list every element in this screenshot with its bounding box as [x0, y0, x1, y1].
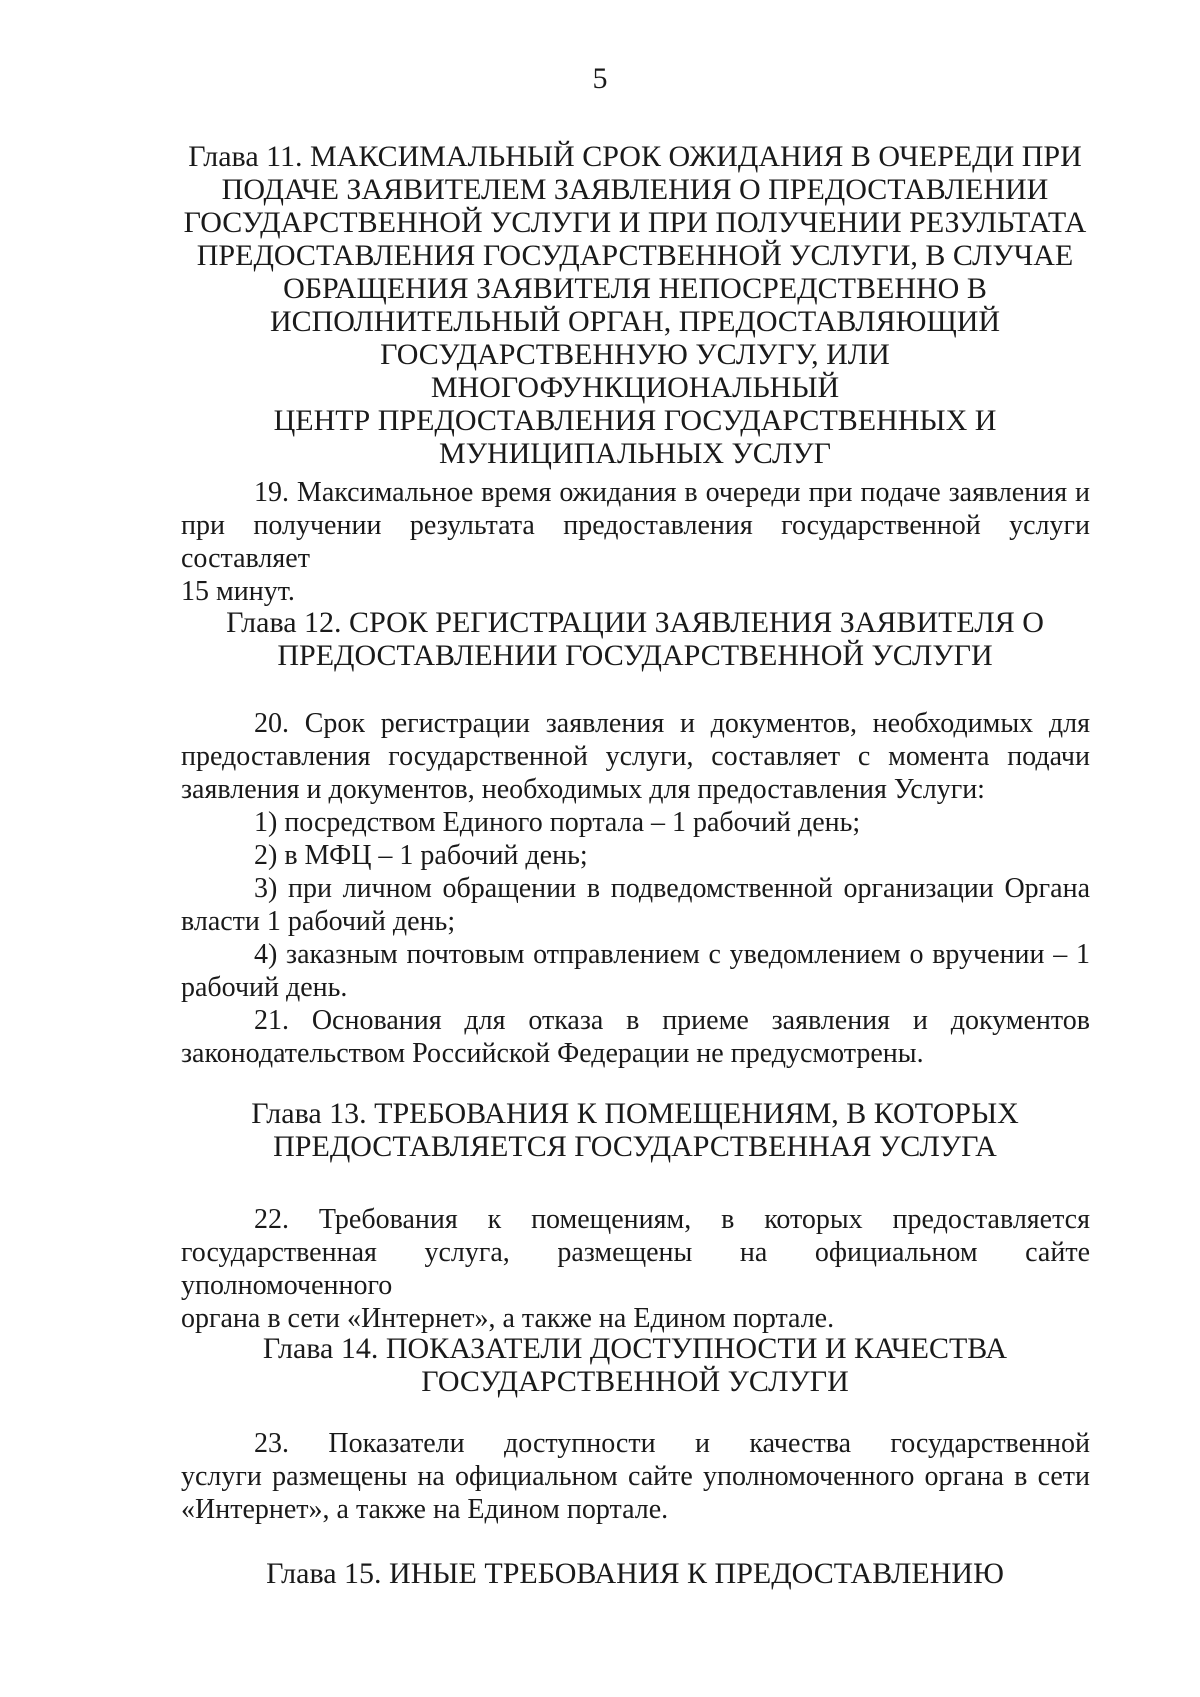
heading-line: ГОСУДАРСТВЕННОЙ УСЛУГИ И ПРИ ПОЛУЧЕНИИ РЕЗУЛЬТАТА [183, 206, 1087, 239]
text-line: 4) заказным почтовым отправлением с уведомлением о вручении – 1 [254, 939, 1090, 970]
heading-line: ПРЕДОСТАВЛЯЕТСЯ ГОСУДАРСТВЕННАЯ УСЛУГА [273, 1130, 997, 1163]
text-line: 1) посредством Единого портала – 1 рабочий день; [254, 807, 861, 838]
text-line: «Интернет», а также на Едином портале. [181, 1494, 669, 1525]
text-line: 2) в МФЦ – 1 рабочий день; [254, 840, 588, 871]
text-line: органа в сети «Интернет», а также на Едином портале. [181, 1303, 835, 1334]
heading-line: ИСПОЛНИТЕЛЬНЫЙ ОРГАН, ПРЕДОСТАВЛЯЮЩИЙ [269, 305, 1001, 338]
heading-line: Глава 12. СРОК РЕГИСТРАЦИИ ЗАЯВЛЕНИЯ ЗАЯВИТЕЛЯ О [226, 606, 1044, 639]
list-item-1 [181, 806, 1090, 839]
heading-line: МУНИЦИПАЛЬНЫХ УСЛУГ [439, 437, 831, 470]
heading-line: ОБРАЩЕНИЯ ЗАЯВИТЕЛЯ НЕПОСРЕДСТВЕННО В [283, 272, 987, 305]
text-line: 3) при личном обращении в подведомственной организации Органа [254, 873, 1090, 904]
list-item-2 [181, 839, 1090, 872]
text-line: 23. Показатели доступности и качества государственной [254, 1428, 1090, 1459]
list-item-4 [181, 938, 1090, 1004]
text-line: услуги размещены на официальном сайте уполномоченного органа в сети [181, 1461, 1090, 1492]
chapter-13-heading [180, 1097, 1090, 1163]
chapter-15-heading [180, 1557, 1090, 1590]
text-line: 20. Срок регистрации заявления и документов, необходимых для [254, 708, 1090, 739]
text-line: 21. Основания для отказа в приеме заявления и документов [254, 1005, 1090, 1036]
text-line: предоставления государственной услуги, составляет с момента подачи [181, 741, 1090, 772]
text-line: 22. Требования к помещениям, в которых предоставляется [254, 1204, 1090, 1235]
heading-line: ПРЕДОСТАВЛЕНИЯ ГОСУДАРСТВЕННОЙ УСЛУГИ, В СЛУЧАЕ [196, 239, 1074, 272]
heading-line: ЦЕНТР ПРЕДОСТАВЛЕНИЯ ГОСУДАРСТВЕННЫХ И [273, 404, 997, 437]
heading-line: Глава 14. ПОКАЗАТЕЛИ ДОСТУПНОСТИ И КАЧЕСТВА [262, 1332, 1008, 1365]
text-line: власти 1 рабочий день; [181, 906, 456, 937]
paragraph-22 [181, 1203, 1090, 1335]
paragraph-19 [181, 476, 1090, 608]
heading-line: Глава 11. МАКСИМАЛЬНЫЙ СРОК ОЖИДАНИЯ В ОЧЕРЕДИ ПРИ [188, 140, 1082, 173]
text-line: государственная услуга, размещены на официальном сайте уполномоченного [181, 1237, 1090, 1301]
heading-line: ГОСУДАРСТВЕННОЙ УСЛУГИ [421, 1365, 849, 1398]
heading-line: ГОСУДАРСТВЕННУЮ УСЛУГУ, ИЛИ МНОГОФУНКЦИОНАЛЬНЫЙ [380, 338, 890, 404]
chapter-12-heading [180, 606, 1090, 672]
list-item-3 [181, 872, 1090, 938]
text-line: 15 минут. [181, 576, 295, 607]
heading-line: Глава 15. ИНЫЕ ТРЕБОВАНИЯ К ПРЕДОСТАВЛЕНИЮ [266, 1557, 1004, 1590]
chapter-14-heading [180, 1332, 1090, 1398]
text-line: законодательством Российской Федерации не предусмотрены. [181, 1038, 924, 1069]
heading-line: ПОДАЧЕ ЗАЯВИТЕЛЕМ ЗАЯВЛЕНИЯ О ПРЕДОСТАВЛЕНИИ [221, 173, 1049, 206]
paragraph-21 [181, 1004, 1090, 1070]
paragraph-23 [181, 1427, 1090, 1526]
text-line: заявления и документов, необходимых для предоставления Услуги: [181, 774, 985, 805]
page-number: 5 [592, 62, 608, 95]
text-line: при получении результата предоставления государственной услуги составляет [181, 510, 1090, 574]
text-line: рабочий день. [181, 972, 348, 1003]
text-line: 19. Максимальное время ожидания в очереди при подаче заявления и [254, 477, 1090, 508]
chapter-11-heading [180, 140, 1090, 470]
heading-line: Глава 13. ТРЕБОВАНИЯ К ПОМЕЩЕНИЯМ, В КОТОРЫХ [251, 1097, 1019, 1130]
heading-line: ПРЕДОСТАВЛЕНИИ ГОСУДАРСТВЕННОЙ УСЛУГИ [277, 639, 993, 672]
paragraph-20 [181, 707, 1090, 806]
